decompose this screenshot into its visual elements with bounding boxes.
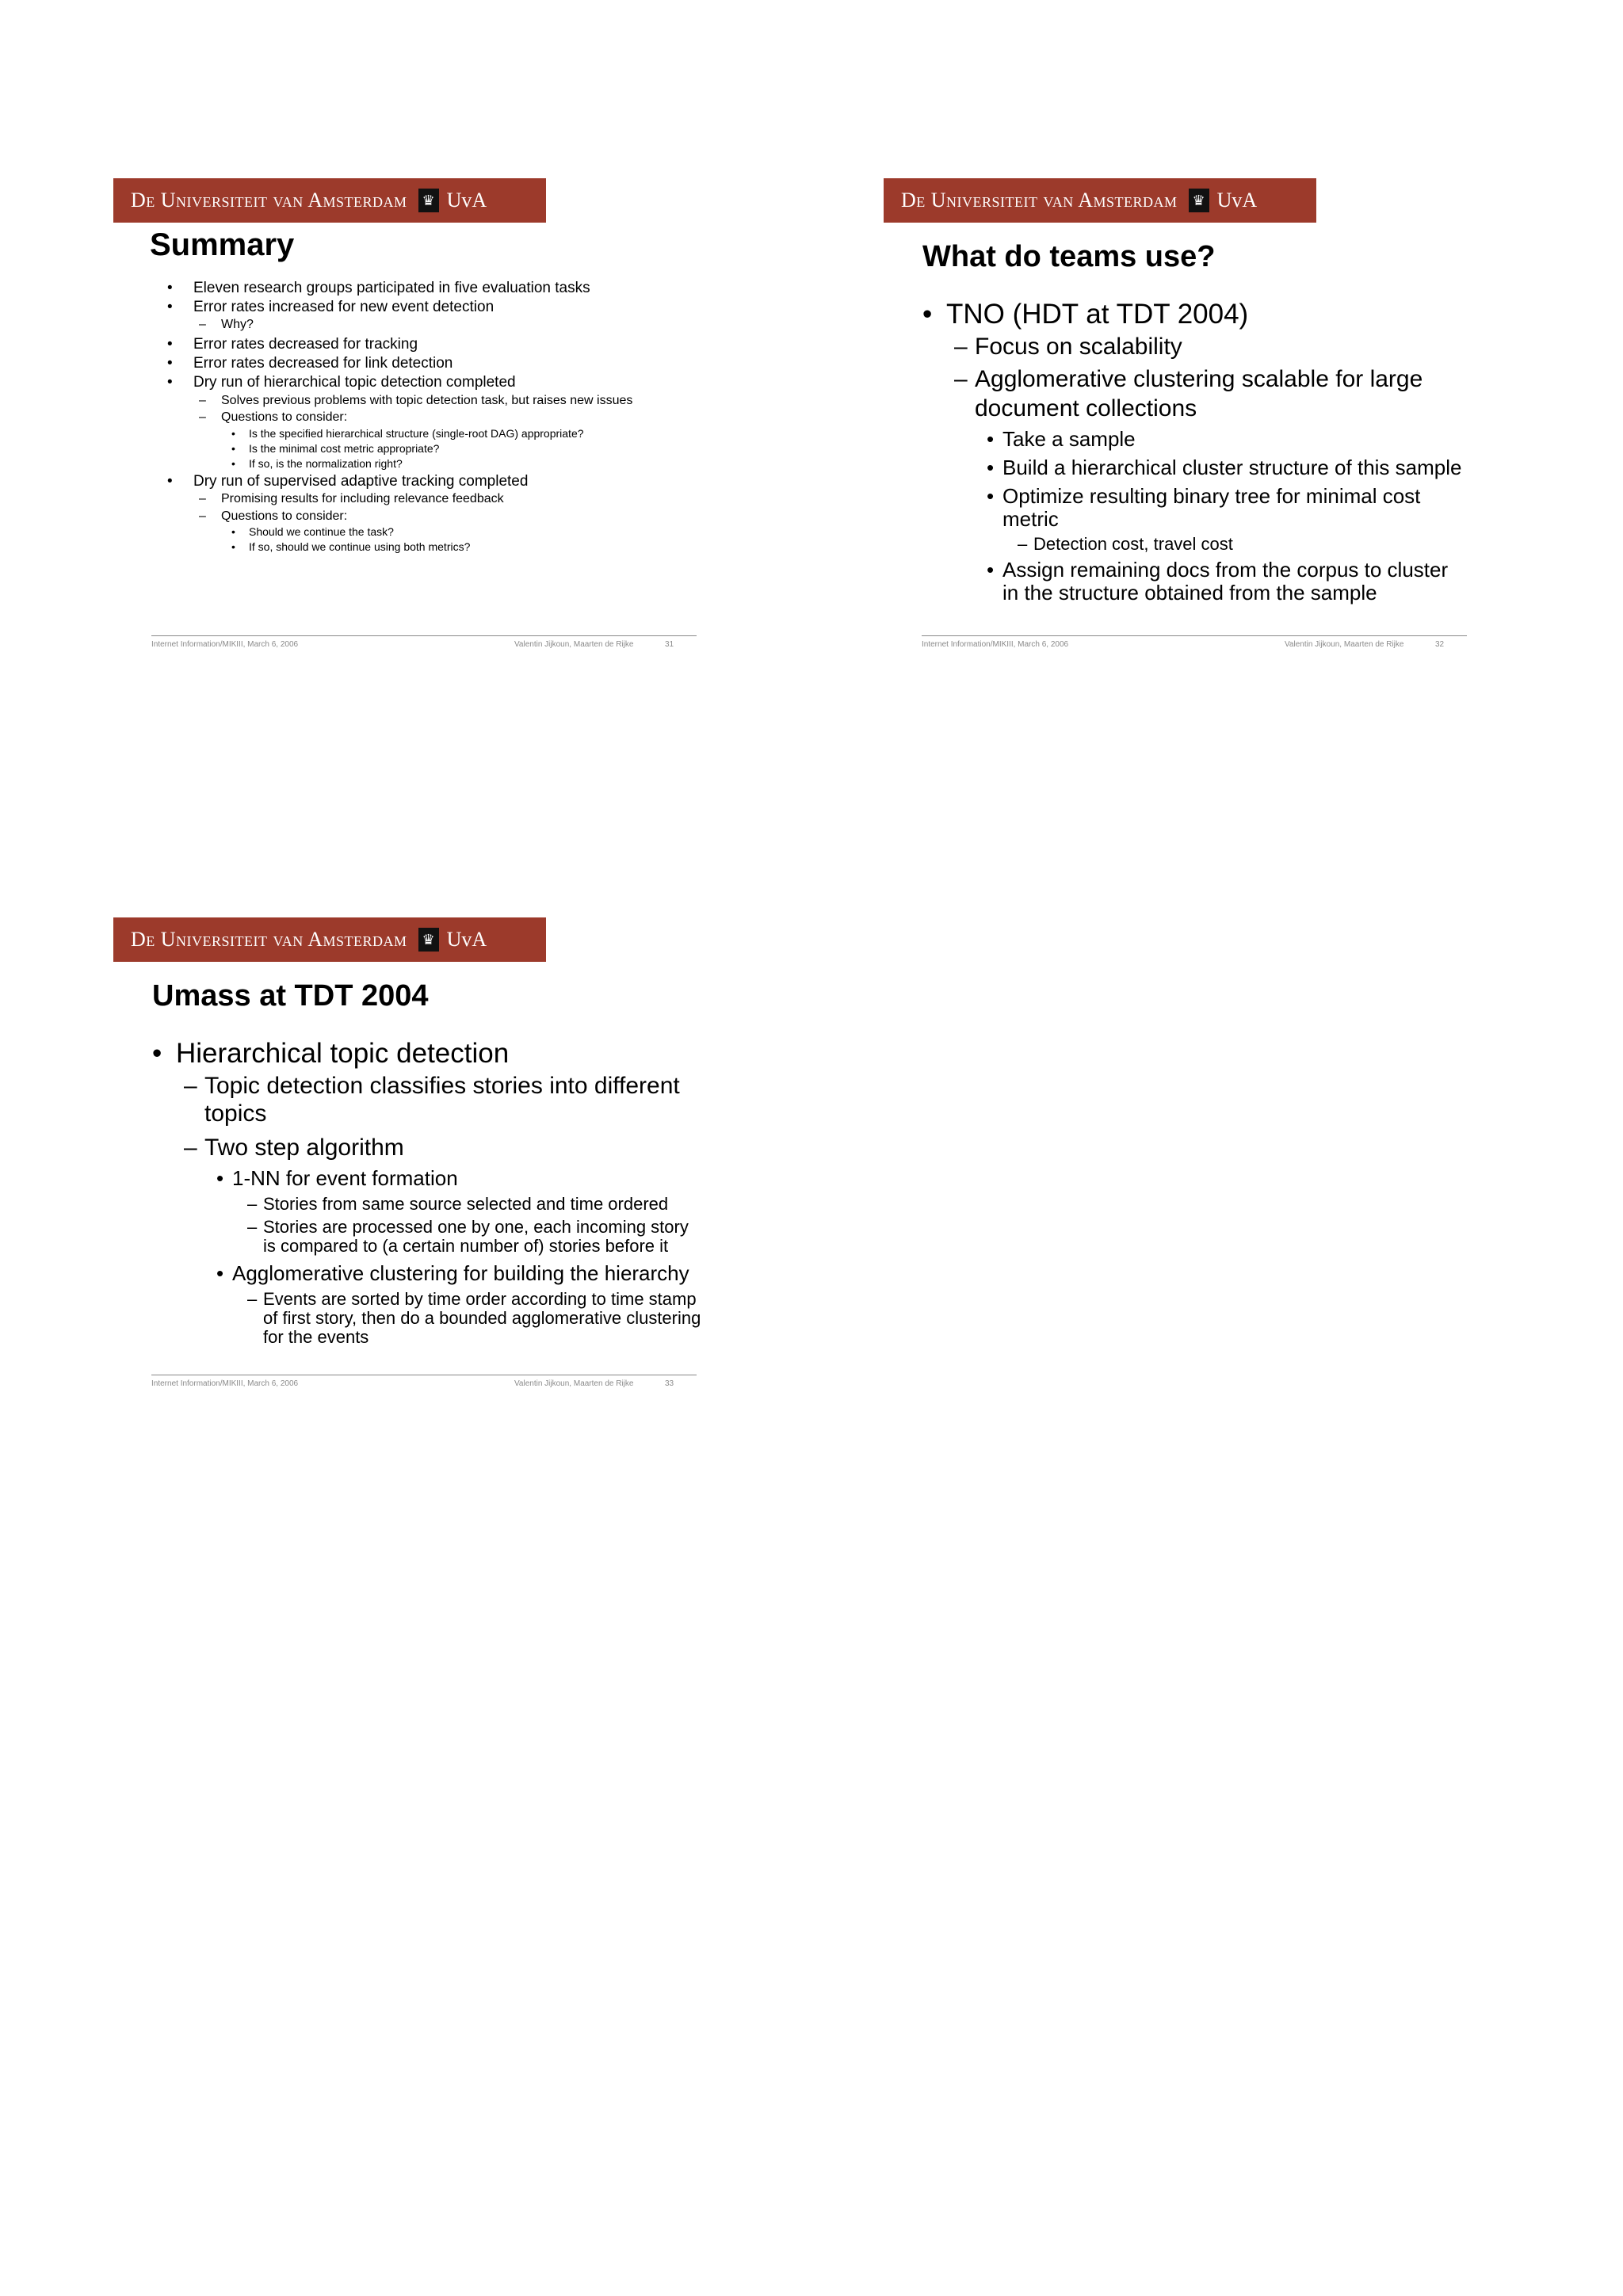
slide-umass-at-tdt-2004: De Universiteit van Amsterdam ♛ UvA Umass at TDT 2004 • Hierarchical topic detection – Topic detection classifies stories into different topics – Two step algorithm • 1-NN for event formation – Stories from same source selected and time ordered – Stories are processed one by one, each incoming story is compared to (a certain number of) stories before it • Agglomerative clustering for building the hierarchy – Events are sorted by time order according to time stamp of first story, then do a bounded agglomerative clustering for the events Internet Information/MIKIII, March 6, 2006 Valentin Jijkoun, Maarten de Rijke 33 (113, 917, 684, 1409)
footer-divider (151, 635, 697, 636)
footer-divider (922, 635, 1467, 636)
university-name: De Universiteit van Amsterdam (131, 928, 407, 951)
list-item: • Error rates decreased for link detection (167, 355, 453, 372)
list-item: • Is the specified hierarchical structure (single-root DAG) appropriate? (231, 427, 584, 440)
university-banner (113, 917, 546, 962)
footer-authors: Valentin Jijkoun, Maarten de Rijke (514, 640, 634, 649)
seal-icon: ♛ (418, 928, 439, 952)
page-number: 31 (665, 640, 674, 649)
university-name: De Universiteit van Amsterdam (131, 189, 407, 212)
list-item: – Why? (199, 318, 254, 331)
list-item: • If so, should we continue using both metrics? (231, 540, 471, 553)
slide-summary (113, 178, 684, 669)
list-item: • 1-NN for event formation (216, 1166, 458, 1190)
slide-title: What do teams use? (922, 240, 1216, 273)
university-abbr: UvA (446, 928, 487, 951)
list-item: • If so, is the normalization right? (231, 457, 403, 470)
footer-course: Internet Information/MIKIII, March 6, 2006 (151, 1379, 299, 1388)
list-item: • Error rates decreased for tracking (167, 336, 418, 353)
university-banner (884, 178, 1316, 223)
university-abbr: UvA (1216, 189, 1258, 212)
list-item: – Stories are processed one by one, each incoming story (247, 1217, 689, 1237)
list-item: – Detection cost, travel cost (1018, 534, 1233, 554)
list-item: • Optimize resulting binary tree for minimal cost (987, 484, 1421, 508)
list-item: • Dry run of supervised adaptive tracking completed (167, 473, 529, 490)
seal-icon: ♛ (418, 189, 439, 212)
list-item: – Topic detection classifies stories into different (184, 1073, 680, 1099)
list-item: • Error rates increased for new event detection (167, 299, 495, 315)
list-item: – Events are sorted by time order according to time stamp (247, 1289, 697, 1309)
list-item: • Eleven research groups participated in five evaluation tasks (167, 280, 590, 296)
university-banner (113, 178, 546, 223)
university-abbr: UvA (446, 189, 487, 212)
footer-authors: Valentin Jijkoun, Maarten de Rijke (514, 1379, 634, 1388)
page-number: 33 (665, 1379, 674, 1388)
list-item: • Is the minimal cost metric appropriate? (231, 442, 440, 455)
list-item: • Take a sample (987, 427, 1136, 451)
slide-what-do-teams-use: De Universiteit van Amsterdam ♛ UvA What do teams use? • TNO (HDT at TDT 2004) – Focus on scalability – Agglomerative clustering scalable for large document collections • Take a sample • Build a hierarchical cluster structure of this sample • Optimize resulting binary tree for minimal cost metric – Detection cost, travel cost • Assign remaining docs from the corpus to cluster in the structure obtained from the sample Internet Information/MIKIII, March 6, 2006 Valentin Jijkoun, Maarten de Rijke 32 (884, 178, 1454, 669)
list-item: • Agglomerative clustering for building the hierarchy (216, 1261, 689, 1285)
university-name: De Universiteit van Amsterdam (901, 189, 1178, 212)
list-item: • Build a hierarchical cluster structure of this sample (987, 456, 1462, 479)
slide-title: Summary (150, 227, 295, 262)
seal-icon: ♛ (1189, 189, 1209, 212)
slide-title: Umass at TDT 2004 (152, 979, 429, 1013)
footer-authors: Valentin Jijkoun, Maarten de Rijke (1285, 640, 1404, 649)
footer-course: Internet Information/MIKIII, March 6, 2006 (922, 640, 1069, 649)
list-item: – Questions to consider: (199, 509, 348, 523)
list-item: – Solves previous problems with topic detection task, but raises new issues (199, 394, 633, 407)
list-item: • Assign remaining docs from the corpus to cluster (987, 558, 1449, 582)
list-item: – Focus on scalability (954, 334, 1182, 360)
footer-course: Internet Information/MIKIII, March 6, 2006 (151, 640, 299, 649)
list-item: • Hierarchical topic detection (152, 1038, 510, 1069)
page-number: 32 (1435, 640, 1445, 649)
list-item: – Promising results for including relevance feedback (199, 492, 504, 505)
list-item: – Agglomerative clustering scalable for large (954, 366, 1423, 392)
list-item: – Stories from same source selected and time ordered (247, 1194, 669, 1214)
list-item: • Dry run of hierarchical topic detection completed (167, 374, 516, 391)
list-item: • Should we continue the task? (231, 525, 394, 538)
list-item: – Two step algorithm (184, 1135, 404, 1161)
list-item: – Questions to consider: (199, 410, 348, 424)
list-item: • TNO (HDT at TDT 2004) (922, 299, 1249, 330)
